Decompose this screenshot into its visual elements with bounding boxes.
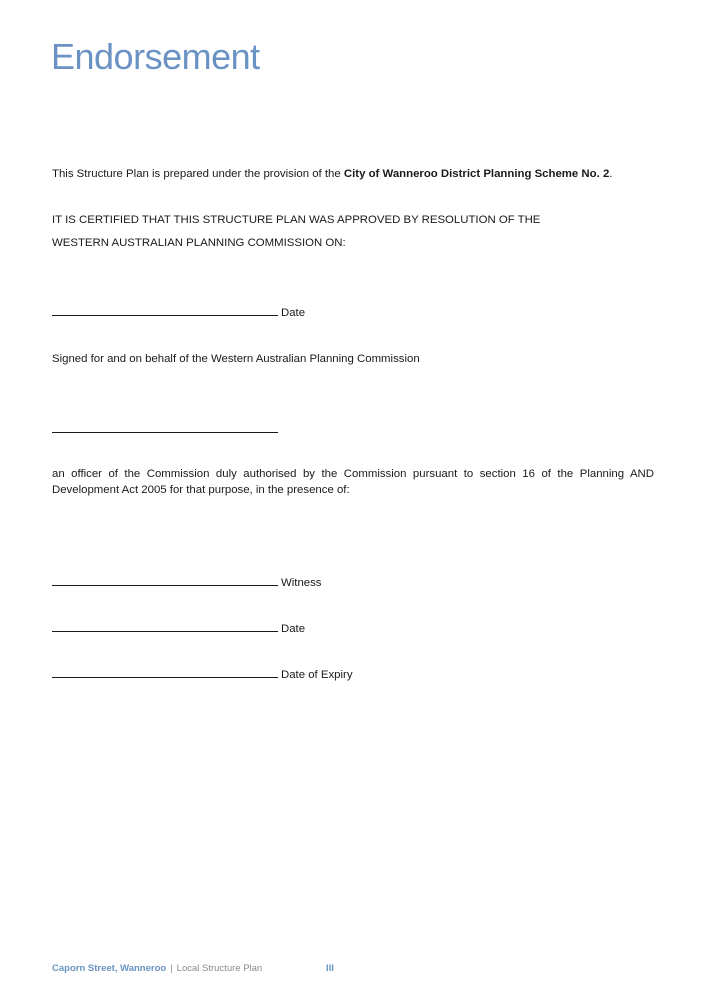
footer-document-type: Local Structure Plan — [176, 963, 263, 974]
certification-line-1: IT IS CERTIFIED THAT THIS STRUCTURE PLAN WAS APPROVED BY RESOLUTION OF THE — [52, 214, 541, 226]
approval-date-label: Date — [281, 307, 306, 319]
witness-label: Witness — [281, 577, 322, 589]
footer-page-number: III — [326, 963, 334, 974]
footer-separator: | — [170, 963, 173, 974]
expiry-date-label: Date of Expiry — [281, 669, 353, 681]
witness-date-row — [52, 621, 305, 637]
page-footer — [52, 963, 334, 974]
witness-date-line — [52, 621, 278, 632]
expiry-date-line — [52, 667, 278, 678]
witness-signature-row — [52, 575, 322, 591]
intro-prefix: This Structure Plan is prepared under the provision of the — [52, 168, 344, 180]
scheme-name: City of Wanneroo District Planning Scheme No. 2 — [343, 168, 610, 180]
witness-signature-line — [52, 575, 278, 586]
officer-signature-line — [52, 432, 278, 433]
signed-on-behalf-text: Signed for and on behalf of the Western Australian Planning Commission — [52, 353, 420, 365]
officer-authorisation-paragraph: an officer of the Commission duly authorised by the Commission pursuant to section 16 of the Planning AND Development Act 2005 for that purpose, in the presence of: — [52, 468, 654, 496]
certification-line-2: WESTERN AUSTRALIAN PLANNING COMMISSION ON: — [52, 237, 346, 249]
intro-suffix: . — [609, 168, 613, 180]
witness-date-label: Date — [281, 623, 306, 635]
approval-date-signature-line — [52, 305, 278, 316]
approval-date-signature-row — [52, 305, 305, 321]
footer-project-name: Caporn Street, Wanneroo — [52, 963, 167, 974]
page-title: Endorsement — [51, 36, 260, 77]
expiry-date-row — [52, 667, 353, 683]
intro-paragraph — [52, 166, 612, 182]
